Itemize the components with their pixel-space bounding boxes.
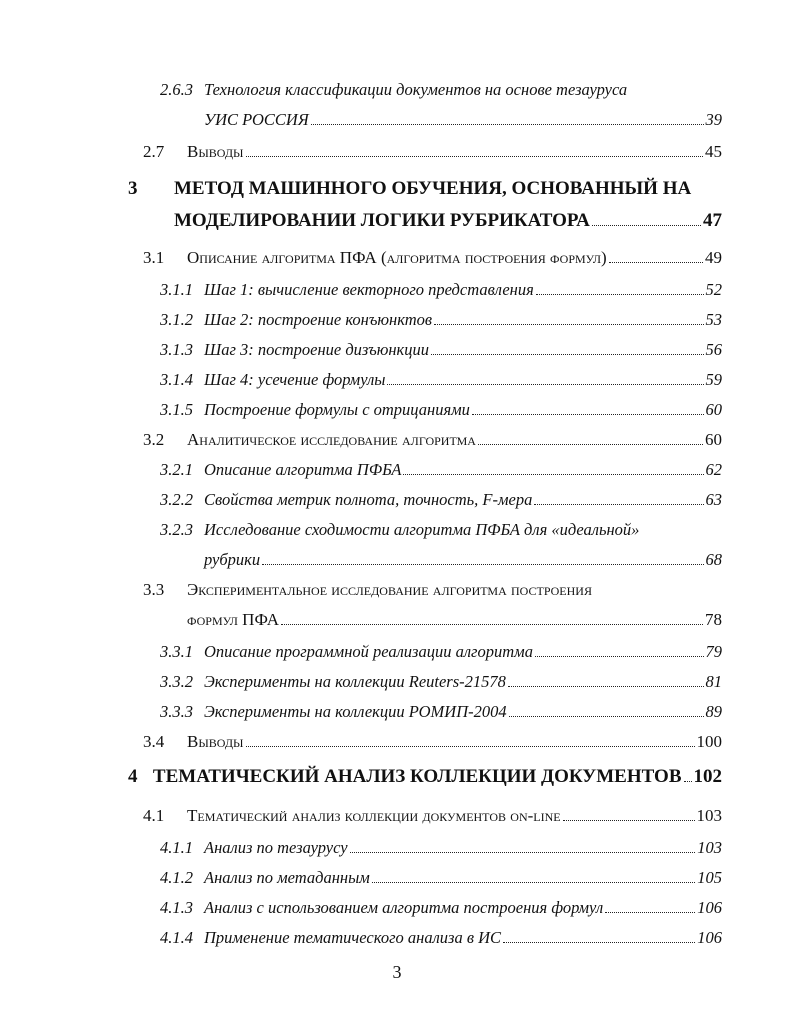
toc-entry-3-1-4 xyxy=(160,370,722,390)
toc-page: 52 xyxy=(705,280,722,299)
toc-number: 3.1.4 xyxy=(160,370,193,389)
toc-page: 106 xyxy=(697,898,722,917)
toc-entry-3-1 xyxy=(143,248,722,268)
toc-title: формул ПФА xyxy=(187,610,280,629)
dot-leader xyxy=(609,262,703,263)
dot-leader xyxy=(350,852,696,853)
dot-leader xyxy=(534,504,703,505)
toc-page: 105 xyxy=(697,868,722,887)
toc-page: 60 xyxy=(705,400,722,419)
dot-leader xyxy=(246,156,703,157)
dot-leader xyxy=(387,384,703,385)
dot-leader xyxy=(246,746,695,747)
toc-number: 2.6.3 xyxy=(160,80,193,99)
toc-number: 3.1.1 xyxy=(160,280,193,299)
dot-leader xyxy=(472,414,704,415)
toc-number: 3.3.2 xyxy=(160,672,193,691)
toc-number: 3.4 xyxy=(143,732,165,751)
toc-entry-3-3 xyxy=(143,580,592,600)
toc-number: 2.7 xyxy=(143,142,165,161)
toc-number: 3.1.5 xyxy=(160,400,193,419)
toc-entry-3-2-2 xyxy=(160,490,722,510)
toc-page: 103 xyxy=(697,838,722,857)
toc-title: МЕТОД МАШИННОГО ОБУЧЕНИЯ, ОСНОВАННЫЙ НА xyxy=(174,178,692,199)
toc-page: 103 xyxy=(696,806,722,825)
toc-title: Исследование сходимости алгоритма ПФБА для «идеальной» xyxy=(204,520,640,539)
toc-title: Технология классификации документов на основе тезауруса xyxy=(204,80,628,99)
toc-title: Описание алгоритма ПФА (алгоритма построения формул) xyxy=(187,248,607,267)
toc-entry-4-1 xyxy=(143,806,722,826)
toc-title: Шаг 3: построение дизъюнкции xyxy=(204,340,430,359)
dot-leader xyxy=(684,781,692,782)
toc-number: 3.2.1 xyxy=(160,460,193,479)
toc-entry-3-4 xyxy=(143,732,722,752)
toc-title: Тематический анализ коллекции документов on-line xyxy=(187,806,561,825)
toc-page: 59 xyxy=(705,370,722,389)
toc-page: 62 xyxy=(705,460,722,479)
toc-number: 3.3.3 xyxy=(160,702,193,721)
toc-number: 4.1.1 xyxy=(160,838,193,857)
toc-title: Описание программной реализации алгоритма xyxy=(204,642,533,661)
toc-title: Описание алгоритма ПФБА xyxy=(204,460,402,479)
toc-entry-3-2-1 xyxy=(160,460,722,480)
toc-title: Применение тематического анализа в ИС xyxy=(204,928,502,947)
toc-title: рубрики xyxy=(204,550,261,569)
dot-leader xyxy=(434,324,703,325)
dot-leader xyxy=(403,474,703,475)
toc-page: 100 xyxy=(696,732,722,751)
toc-entry-3-1-5 xyxy=(160,400,722,420)
toc-number: 3.1.3 xyxy=(160,340,193,359)
toc-number: 3.3 xyxy=(143,580,165,599)
dot-leader xyxy=(262,564,703,565)
dot-leader xyxy=(592,225,701,226)
toc-entry-2-6-3 xyxy=(160,80,627,100)
toc-title: Построение формулы с отрицаниями xyxy=(204,400,470,419)
toc-number: 3.2 xyxy=(143,430,165,449)
toc-title: Выводы xyxy=(187,732,244,751)
toc-page: 47 xyxy=(703,210,722,231)
page-number: 3 xyxy=(392,962,402,982)
toc-title: УИС РОССИЯ xyxy=(204,110,309,129)
toc-page: 79 xyxy=(705,642,722,661)
toc-entry-4-1-4 xyxy=(160,928,722,948)
toc-title: Шаг 2: построение конъюнктов xyxy=(204,310,433,329)
toc-number: 4.1.3 xyxy=(160,898,193,917)
toc-page: 53 xyxy=(705,310,722,329)
toc-entry-3-cont xyxy=(174,210,722,232)
toc-title: Аналитическое исследование алгоритма xyxy=(187,430,476,449)
toc-title: Анализ по тезаурусу xyxy=(204,838,348,857)
toc-entry-3-3-3 xyxy=(160,702,722,722)
dot-leader xyxy=(536,294,704,295)
toc-entry-3-2 xyxy=(143,430,722,450)
toc-title: Шаг 4: усечение формулы xyxy=(204,370,386,389)
toc-title: Эксперименты на коллекции Reuters-21578 xyxy=(204,672,506,691)
toc-page: 39 xyxy=(705,110,722,129)
toc-page: 63 xyxy=(705,490,722,509)
toc-entry-3-3-cont xyxy=(187,610,722,630)
toc-number: 3.2.2 xyxy=(160,490,193,509)
dot-leader xyxy=(508,686,704,687)
toc-page: 106 xyxy=(697,928,722,947)
toc-title: Шаг 1: вычисление векторного представления xyxy=(204,280,534,299)
dot-leader xyxy=(431,354,703,355)
toc-entry-3-1-2 xyxy=(160,310,722,330)
toc-page: 45 xyxy=(705,142,722,161)
dot-leader xyxy=(503,942,695,943)
toc-number: 4.1.4 xyxy=(160,928,193,947)
toc-number: 3 xyxy=(128,178,138,199)
dot-leader xyxy=(372,882,695,883)
toc-entry-3 xyxy=(128,178,691,200)
toc-title: Анализ по метаданным xyxy=(204,868,370,887)
toc-entry-4-1-1 xyxy=(160,838,722,858)
toc-entry-4-1-3 xyxy=(160,898,722,918)
toc-entry-2-7 xyxy=(143,142,722,162)
toc-page: 60 xyxy=(705,430,722,449)
toc-title: Выводы xyxy=(187,142,244,161)
toc-number: 3.1.2 xyxy=(160,310,193,329)
toc-page: 49 xyxy=(705,248,722,267)
toc-number: 4 xyxy=(128,766,138,787)
toc-title: Эксперименты на коллекции РОМИП-2004 xyxy=(204,702,507,721)
toc-title: МОДЕЛИРОВАНИИ ЛОГИКИ РУБРИКАТОРА xyxy=(174,210,590,231)
toc-entry-4 xyxy=(128,766,722,788)
dot-leader xyxy=(605,912,695,913)
toc-title: Экспериментальное исследование алгоритма построения xyxy=(187,580,592,599)
toc-title: Свойства метрик полнота, точность, F-мера xyxy=(204,490,533,509)
toc-page: 56 xyxy=(705,340,722,359)
toc-number: 3.3.1 xyxy=(160,642,193,661)
toc-entry-3-1-3 xyxy=(160,340,722,360)
toc-title: Анализ с использованием алгоритма построения формул xyxy=(204,898,604,917)
toc-entry-3-1-1 xyxy=(160,280,722,300)
toc-entry-4-1-2 xyxy=(160,868,722,888)
toc-page: 68 xyxy=(705,550,722,569)
toc-entry-3-3-1 xyxy=(160,642,722,662)
dot-leader xyxy=(509,716,704,717)
toc-number: 4.1 xyxy=(143,806,165,825)
toc-page: 102 xyxy=(693,766,722,787)
toc-entry-3-2-3 xyxy=(160,520,639,540)
toc-title: ТЕМАТИЧЕСКИЙ АНАЛИЗ КОЛЛЕКЦИИ ДОКУМЕНТОВ xyxy=(152,766,682,787)
toc-number: 3.1 xyxy=(143,248,165,267)
toc-entry-2-6-3-cont xyxy=(204,110,722,130)
dot-leader xyxy=(563,820,695,821)
toc-entry-3-3-2 xyxy=(160,672,722,692)
dot-leader xyxy=(281,624,703,625)
toc-page: 89 xyxy=(705,702,722,721)
toc-page: 81 xyxy=(705,672,722,691)
dot-leader xyxy=(311,124,704,125)
toc-number: 3.2.3 xyxy=(160,520,193,539)
toc-page: 78 xyxy=(705,610,722,629)
dot-leader xyxy=(478,444,703,445)
toc-entry-3-2-3-cont xyxy=(204,550,722,570)
toc-number: 4.1.2 xyxy=(160,868,193,887)
dot-leader xyxy=(535,656,704,657)
